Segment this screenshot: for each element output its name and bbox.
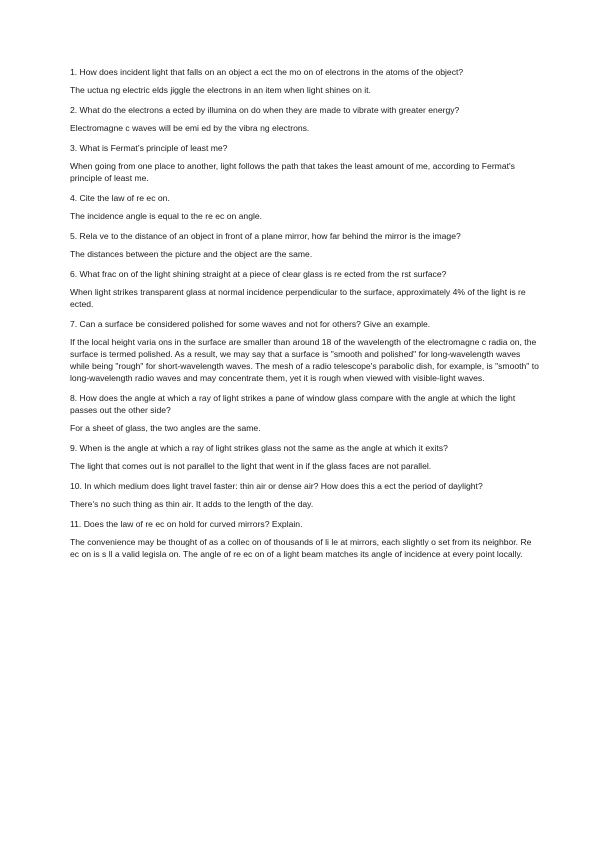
- question-text: 4. Cite the law of re ec on.: [70, 193, 170, 203]
- answer-text: The convenience may be thought of as a collec on of thousands of li le at mirrors, each slightly o set from its neighbor. Re ec on is s ll a valid legisla on. The angle of re ec on of a light beam matches its angle of incidence at every point locally.: [70, 537, 532, 559]
- question-text: 11. Does the law of re ec on hold for curved mirrors? Explain.: [70, 519, 303, 529]
- question-text: 2. What do the electrons a ected by illumina on do when they are made to vibrate with greater energy?: [70, 105, 460, 115]
- qa-item: [70, 480, 540, 510]
- qa-item: [70, 66, 540, 96]
- answer-text: The uctua ng electric elds jiggle the electrons in an item when light shines on it.: [70, 85, 371, 95]
- question-text: 1. How does incident light that falls on an object a ect the mo on of electrons in the atoms of the object?: [70, 67, 464, 77]
- qa-item: [70, 268, 540, 310]
- question-text: 5. Rela ve to the distance of an object in front of a plane mirror, how far behind the mirror is the image?: [70, 231, 461, 241]
- qa-item: [70, 518, 540, 560]
- answer-text: The light that comes out is not parallel to the light that went in if the glass faces are not parallel.: [70, 461, 432, 471]
- qa-item: [70, 104, 540, 134]
- answer-text: For a sheet of glass, the two angles are the same.: [70, 423, 261, 433]
- question-text: 7. Can a surface be considered polished for some waves and not for others? Give an example.: [70, 319, 431, 329]
- qa-item: [70, 230, 540, 260]
- qa-item: [70, 142, 540, 184]
- answer-text: The incidence angle is equal to the re ec on angle.: [70, 211, 263, 221]
- question-text: 10. In which medium does light travel faster: thin air or dense air? How does this a ect the period of daylight?: [70, 481, 483, 491]
- qa-item: [70, 442, 540, 472]
- answer-text: When light strikes transparent glass at normal incidence perpendicular to the surface, approximately 4% of the light is re ected.: [70, 287, 526, 309]
- answer-text: When going from one place to another, light follows the path that takes the least amount of me, according to Fermat's principle of least me.: [70, 161, 515, 183]
- answer-text: Electromagne c waves will be emi ed by the vibra ng electrons.: [70, 123, 310, 133]
- qa-item: [70, 318, 540, 384]
- qa-item: [70, 192, 540, 222]
- answer-text: There's no such thing as thin air. It adds to the length of the day.: [70, 499, 314, 509]
- question-text: 9. When is the angle at which a ray of light strikes glass not the same as the angle at which it exits?: [70, 443, 448, 453]
- qa-list: [70, 66, 540, 568]
- question-text: 3. What is Fermat’s principle of least me?: [70, 143, 228, 153]
- question-text: 6. What frac on of the light shining straight at a piece of clear glass is re ected from the rst surface?: [70, 269, 447, 279]
- answer-text: If the local height varia ons in the surface are smaller than around 18 of the wavelength of the electromagne c radia on, the surface is termed polished. As a result, we may say that a surface is "smooth and polished" for long-wavelength waves while being "rough" for short-wavelength waves. The mesh of a radio telescope's parabolic dish, for example, is "smooth" to long-wavelength radio waves and may concentrate them, yet it is rough when viewed with visible-light waves.: [70, 337, 539, 383]
- answer-text: The distances between the picture and the object are the same.: [70, 249, 313, 259]
- question-text: 8. How does the angle at which a ray of light strikes a pane of window glass compare with the angle at which the light passes out the other side?: [70, 393, 516, 415]
- qa-item: [70, 392, 540, 434]
